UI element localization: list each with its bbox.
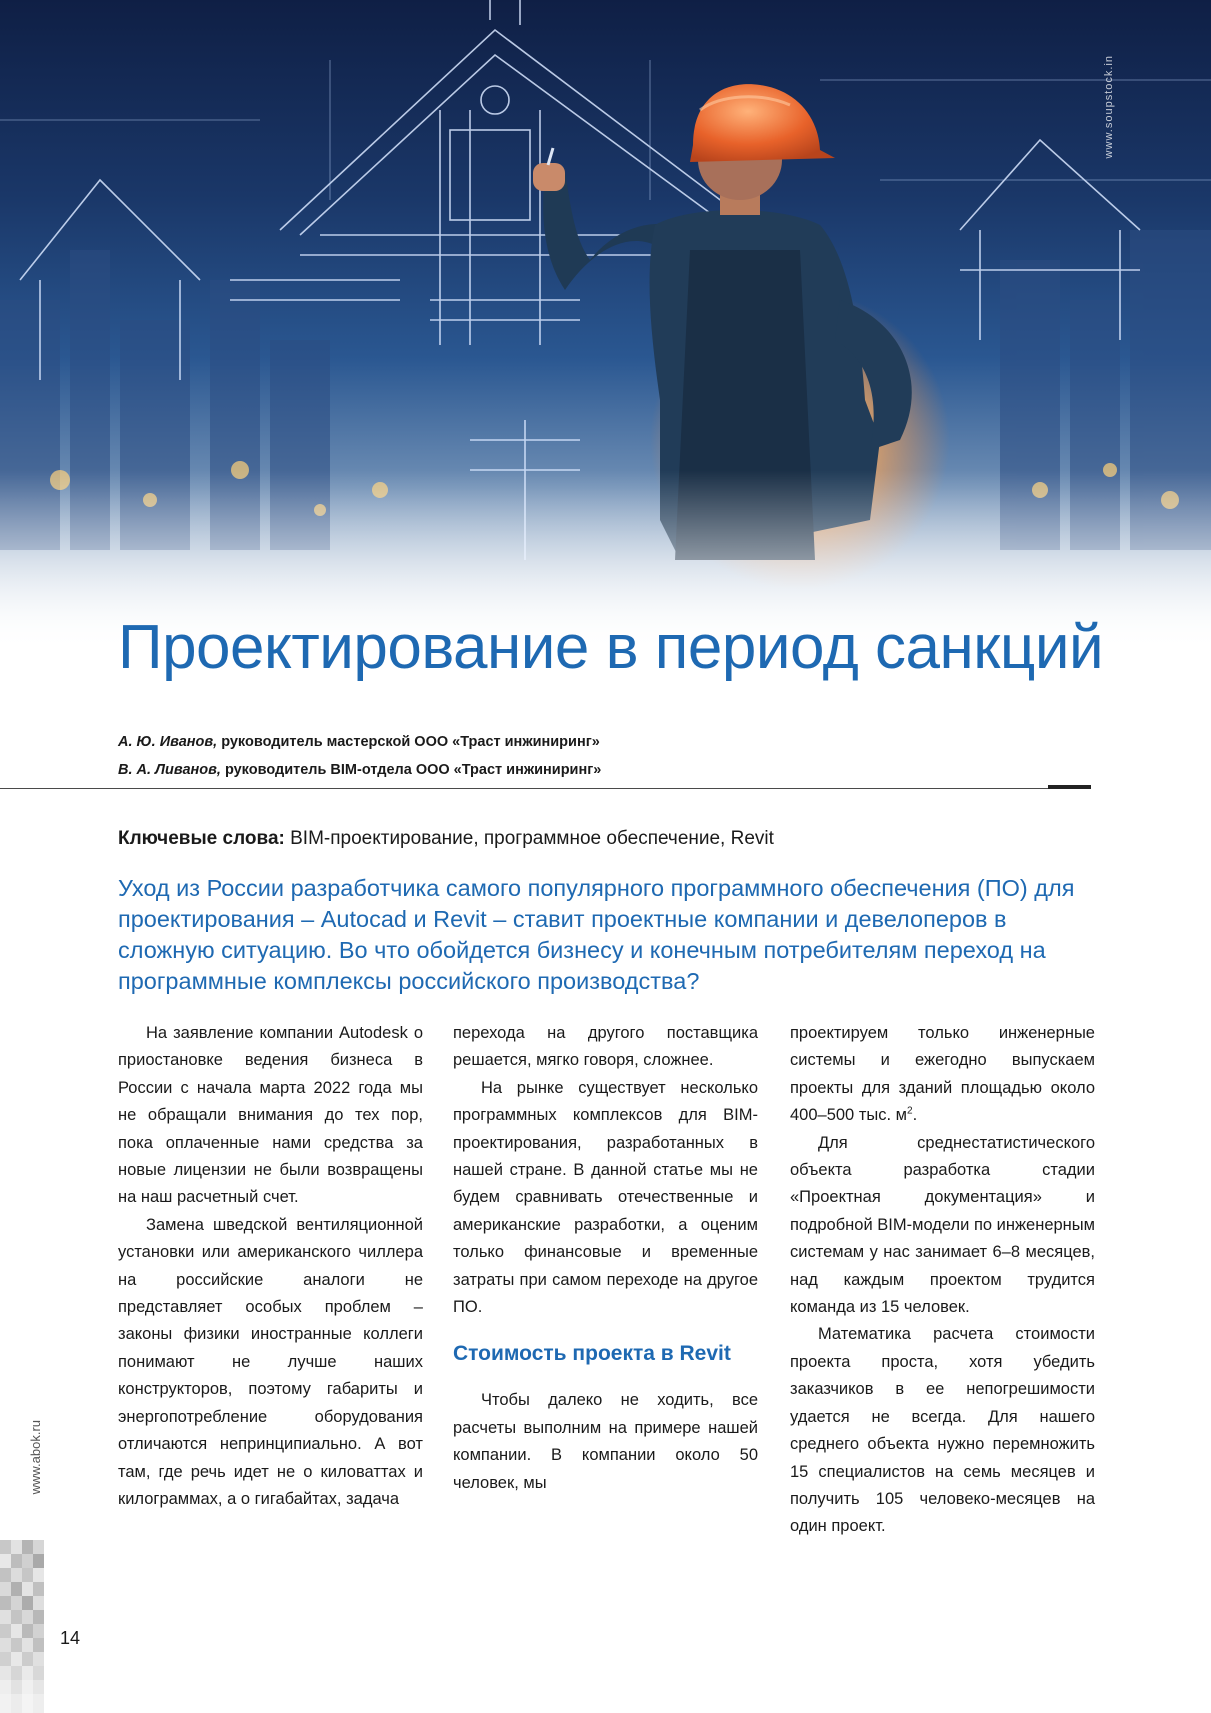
body-text: проектируем только инженерные системы и ежегодно выпускаем проекты для зданий площадью около 400–500 тыс. м — [790, 1024, 1095, 1125]
superscript: 2 — [907, 1105, 913, 1117]
keywords-line — [118, 828, 774, 850]
author-name: В. А. Ливанов, — [118, 762, 221, 778]
lead-paragraph: Уход из России разработчика самого популярного программного обеспечения (ПО) для проектирования – Autocad и Revit – ставит проектные компании и девелоперов в сложную ситуацию. Во что обойдется бизнесу и конечным потребителям переход на программные комплексы российского производства? — [118, 875, 1075, 994]
hero-image — [0, 0, 1211, 650]
article-column-1 — [118, 1020, 423, 1513]
page-number: 14 — [60, 1628, 81, 1648]
body-paragraph: На рынке существует несколько программных комплексов для BIM-проектирования, разработанных в нашей стране. В данной статье мы не будем сравнивать отечественные и американские разработки, а оценим только финансовые и временные затраты при самом переходе на другое ПО. — [453, 1078, 758, 1317]
hero-illustration — [0, 0, 1211, 650]
author-line — [118, 728, 601, 756]
body-paragraph: На заявление компании Autodesk о приостановке ведения бизнеса в России с начала марта 2022 года мы не обращали внимания до тех пор, пока оплаченные нами средства за новые лицензии не были возвращены на наш расчетный счет. — [118, 1024, 423, 1207]
author-line — [118, 756, 601, 784]
author-name: А. Ю. Иванов, — [118, 734, 218, 750]
authors-block — [118, 728, 601, 784]
article-title: Проектирование в период санкций — [118, 613, 1104, 682]
body-paragraph: Замена шведской вентиляционной установки или американского чиллера на российские аналоги не представляет особых проблем – законы физики иностранные коллеги понимают не лучше наших конструкторов, поэтому габариты и энергопотребление оборудования отличаются непринципиально. А вот там, где речь идет не о киловаттах и килограммах, а о гигабайтах, задача — [118, 1215, 423, 1508]
author-role: руководитель BIM-отдела ООО «Траст инжиниринг» — [224, 762, 602, 778]
article-column-3 — [790, 1020, 1095, 1541]
body-paragraph: Чтобы далеко не ходить, все расчеты выполним на примере нашей компании. В компании около 50 человек, мы — [453, 1391, 758, 1492]
author-role: руководитель мастерской ООО «Траст инжиниринг» — [221, 734, 600, 750]
hero-watermark: www.soupstock.in — [1103, 55, 1115, 159]
body-paragraph: Для среднестатистического объекта разработка стадии «Проектная документация» и подробной BIM-модели по инженерным системам у нас занимает 6–8 месяцев, над каждым проектом трудится команда из 15 человек. — [790, 1133, 1095, 1317]
keywords-text: BIM-проектирование, программное обеспечение, Revit — [290, 828, 774, 849]
section-divider — [0, 788, 1091, 789]
body-paragraph: Математика расчета стоимости проекта проста, хотя убедить заказчиков в ее непогрешимости удается не всегда. Для нашего среднего объекта нужно перемножить 15 специалистов на семь месяцев и получить 105 человеко-месяцев на один проект. — [790, 1325, 1095, 1536]
body-paragraph — [790, 1020, 1095, 1130]
site-url: www.abok.ru — [28, 1420, 43, 1495]
divider-accent — [1048, 785, 1091, 789]
article-column-2 — [453, 1020, 758, 1497]
body-paragraph: перехода на другого поставщика решается, мягко говоря, сложнее. — [453, 1024, 758, 1070]
section-heading: Стоимость проекта в Revit — [453, 1342, 731, 1366]
keywords-label: Ключевые слова: — [118, 828, 285, 849]
body-text-end: . — [912, 1106, 918, 1125]
pixel-mosaic-decoration — [0, 1540, 44, 1713]
